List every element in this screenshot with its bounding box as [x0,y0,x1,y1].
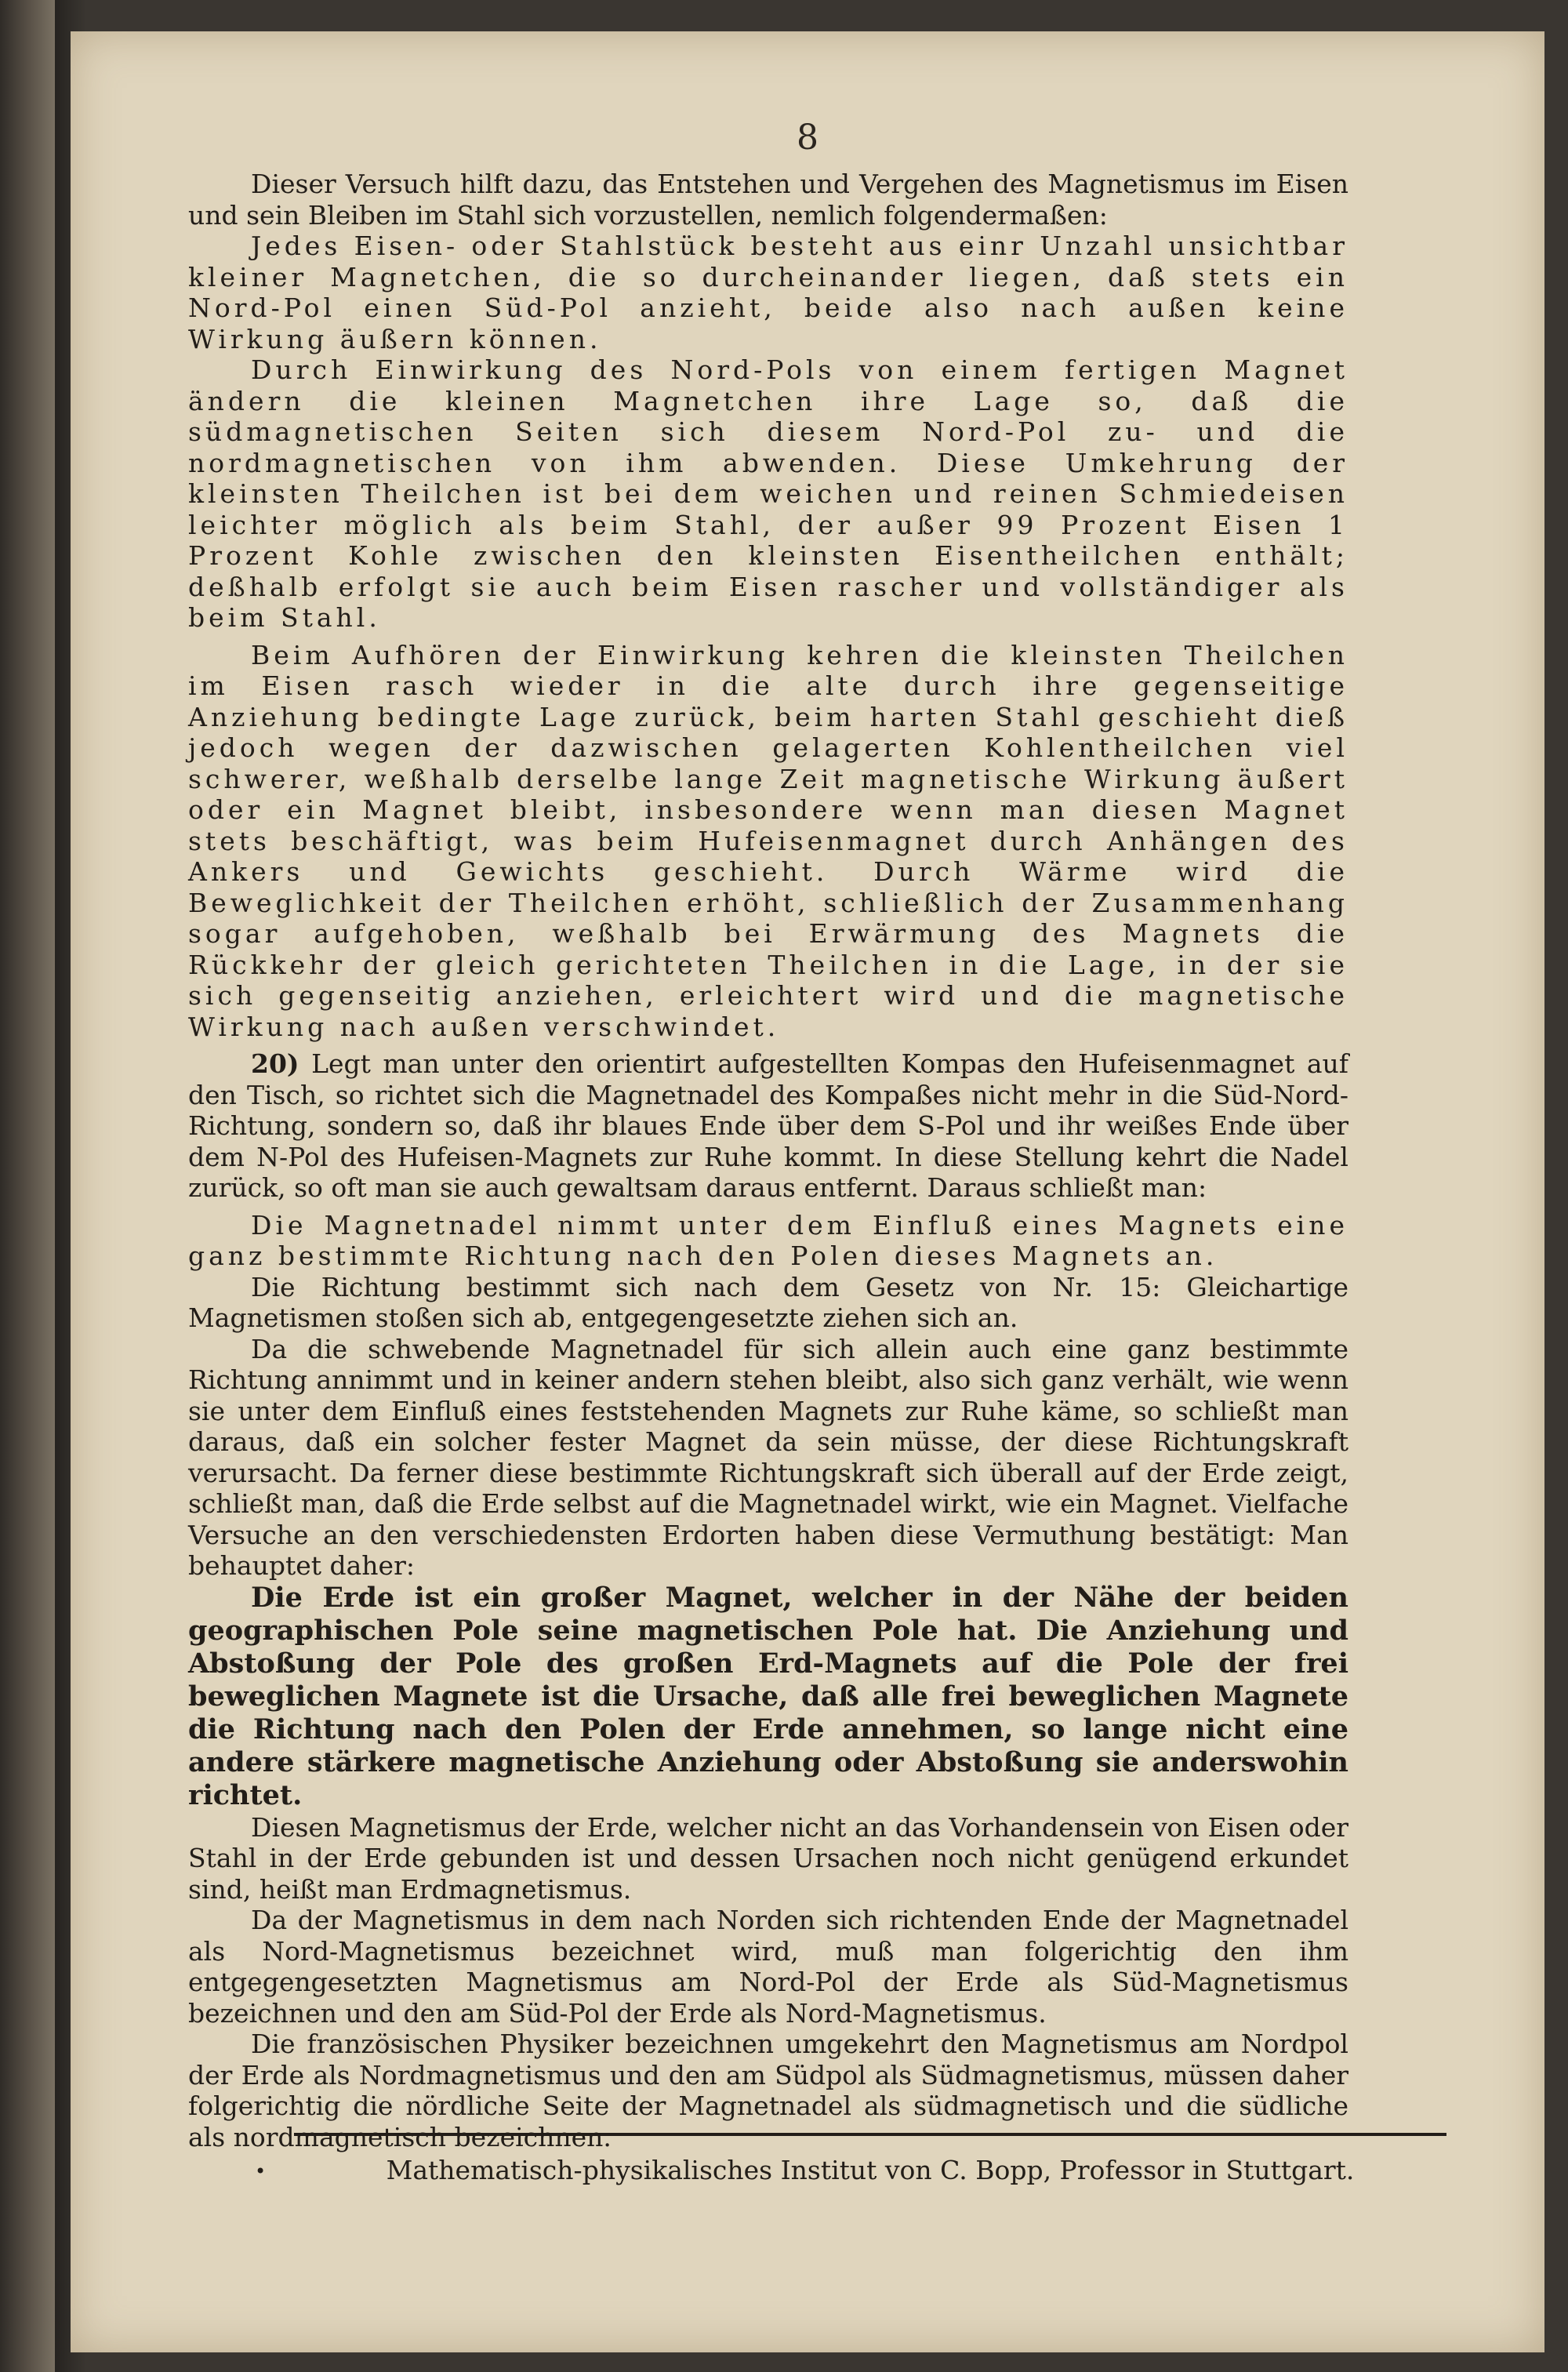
paragraph-earth-inference: Da die schwebende Magnetnadel für sich allein auch eine ganz bestimmte Richtung annimmt und in keiner andern stehen bleibt, also sich ganz verhält, wie wenn sie unter dem Einfluß eines feststehenden Magnets zur Ruhe käme, so schließt man daraus, daß ein solcher fester Magnet da sein müsse, der diese Richtungskraft verursacht. Da ferner diese bestimmte Richtungskraft sich überall auf der Erde zeigt, schließt man, daß die Erde selbst auf die Magnetnadel wirkt, wie ein Magnet. Vielfache Versuche an den verschiedensten Erdorten haben diese Vermuthung bestätigt: Man behauptet daher: [188,1333,1348,1581]
page-number: 8 [797,118,818,158]
footer-rule [294,2133,1446,2136]
paragraph-naming: Da der Magnetismus in dem nach Norden sich richtenden Ende der Magnetnadel als Nord-Magnetismus bezeichnet wird, muß man folgerichtig den ihm entgegengesetzten Magnetismus am Nord-Pol der Erde als Süd-Magnetismus bezeichnen und den am Süd-Pol der Erde als Nord-Magnetismus. [188,1905,1348,2029]
book-edge [0,0,55,2372]
paragraph-law-reference: Die Richtung bestimmt sich nach dem Gesetz von Nr. 15: Gleichartige Magnetismen stoßen sich ab, entgegengesetzte ziehen sich an. [188,1271,1348,1333]
paragraph-intro: Dieser Versuch hilft dazu, das Entstehen und Vergehen des Magnetismus im Eisen und sein Bleiben im Stahl sich vorzustellen, nemlich folgendermaßen: [188,169,1348,231]
paragraph-earth-magnet: Die Erde ist ein großer Magnet, welcher in der Nähe der beiden geographischen Pole seine magnetischen Pole hat. Die Anziehung und Abstoßung der Pole des großen Erd-Magnets auf die Pole der frei beweglichen Magnete ist die Ursache, daß alle frei beweglichen Magnete die Richtung nach den Polen der Erde annehmen, so lange nicht eine andere stärkere magnetische Anziehung oder Abstoßung sie anderswohin richtet. [188,1581,1348,1811]
paragraph-french-convention: Die französischen Physiker bezeichnen umgekehrt den Magnetismus am Nordpol der Erde als Nordmagnetismus und den am Südpol als Südmagnetismus, müssen daher folgerichtig die nördliche Seite der Magnetnadel als südmagnetisch und die südliche als nordmagnetisch bezeichnen. [188,2029,1348,2152]
page-body [188,169,1348,2152]
paragraph-principle: Jedes Eisen- oder Stahlstück besteht aus einr Unzahl unsichtbar kleiner Magnetchen, die so durcheinander liegen, daß stets ein Nord-Pol einen Süd-Pol anzieht, beide also nach außen keine Wirkung äußern können. [188,231,1348,354]
paragraph-north-pole-effect: Durch Einwirkung des Nord-Pols von einem fertigen Magnet ändern die kleinen Magnetchen ihre Lage so, daß die südmagnetischen Seiten sich diesem Nord-Pol zu- und die nordmagnetischen von ihm abwenden. Diese Umkehrung der kleinsten Theilchen ist bei dem weichen und reinen Schmiedeisen leichter möglich als beim Stahl, der außer 99 Prozent Eisen 1 Prozent Kohle zwischen den kleinsten Eisentheilchen enthält; deßhalb erfolgt sie auch beim Eisen rascher und vollständiger als beim Stahl. [188,354,1348,633]
paragraph-20-text: Legt man unter den orientirt aufgestellten Kompas den Hufeisenmagnet auf den Tisch, so richtet sich die Magnetnadel des Kompaßes nicht mehr in die Süd-Nord-Richtung, sondern so, daß ihr blaues Ende über dem S-Pol und ihr weißes Ende über dem N-Pol des Hufeisen-Magnets zur Ruhe kommt. In diese Stellung kehrt die Nadel zurück, so oft man sie auch gewaltsam daraus entfernt. Daraus schließt man: [188,1048,1348,1203]
footer-imprint: Mathematisch-physikalisches Institut von C. Bopp, Professor in Stuttgart. [386,2155,1355,2185]
paragraph-20 [188,1048,1348,1204]
paragraph-cessation: Beim Aufhören der Einwirkung kehren die kleinsten Theilchen im Eisen rasch wieder in die alte durch ihre gegenseitige Anziehung bedingte Lage zurück, beim harten Stahl geschieht dieß jedoch wegen der dazwischen gelagerten Kohlentheilchen viel schwerer, weßhalb derselbe lange Zeit magnetische Wirkung äußert oder ein Magnet bleibt, insbesondere wenn man diesen Magnet stets beschäftigt, was beim Hufeisenmagnet durch Anhängen des Ankers und Gewichts geschieht. Durch Wärme wird die Beweglichkeit der Theilchen erhöht, schließlich der Zusammenhang sogar aufgehoben, weßhalb bei Erwärmung des Magnets die Rückkehr der gleich gerichteten Theilchen in die Lage, in der sie sich gegenseitig anziehen, erleichtert wird und die magnetische Wirkung nach außen verschwindet. [188,639,1348,1042]
paragraph-earth-magnetism: Diesen Magnetismus der Erde, welcher nicht an das Vorhandensein von Eisen oder Stahl in der Erde gebunden ist und dessen Ursachen noch nicht genügend erkundet sind, heißt man Erdmagnetismus. [188,1811,1348,1905]
paragraph-number: 20) [251,1048,299,1079]
footer-mark: • [255,2160,267,2182]
paragraph-needle-direction: Die Magnetnadel nimmt unter dem Einfluß eines Magnets eine ganz bestimmte Richtung nach den Polen dieses Magnets an. [188,1209,1348,1271]
